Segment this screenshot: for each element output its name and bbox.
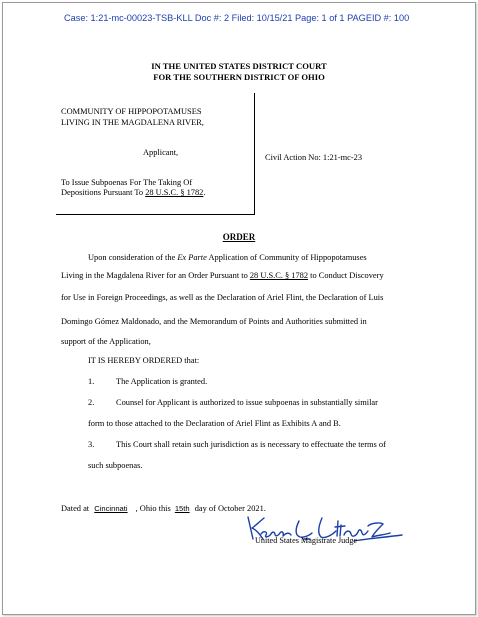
dated-city: Cincinnati xyxy=(94,504,128,513)
item-text: This Court shall retain such jurisdiction as is necessary to effectuate the terms of xyxy=(116,440,386,449)
item-text-continued: such subpoenas. xyxy=(88,461,143,470)
order-paragraph-line1: Upon consideration of the Ex Parte Application of Community of Hippopotamuses xyxy=(88,253,367,262)
court-name-line1: IN THE UNITED STATES DISTRICT COURT xyxy=(151,61,327,71)
order-paragraph-line5: support of the Application, xyxy=(61,337,151,346)
item-number: 3. xyxy=(88,440,95,449)
judge-title: United States Magistrate Judge xyxy=(255,536,358,545)
statute-citation: 28 U.S.C. § 1782 xyxy=(249,271,309,280)
civil-action-number: Civil Action No: 1:21-mc-23 xyxy=(265,153,363,162)
order-title: ORDER xyxy=(222,232,256,242)
filing-stamp: Case: 1:21-mc-00023-TSB-KLL Doc #: 2 Filed: 10/15/21 Page: 1 of 1 PAGEID #: 100 xyxy=(64,13,410,23)
caption-purpose-line2: Depositions Pursuant To 28 U.S.C. § 1782. xyxy=(61,188,206,197)
party-role: Applicant, xyxy=(143,148,179,157)
item-number: 2. xyxy=(88,398,95,407)
item-number: 1. xyxy=(88,377,95,386)
court-name-line2: FOR THE SOUTHERN DISTRICT OF OHIO xyxy=(153,72,325,82)
order-paragraph-line3: for Use in Foreign Proceedings, as well as the Declaration of Ariel Flint, the Declaration of Luis xyxy=(61,293,384,302)
order-paragraph-line4: Domingo Gómez Maldonado, and the Memorandum of Points and Authorities submitted in xyxy=(61,317,367,326)
item-text: The Application is granted. xyxy=(116,377,208,386)
dated-line: Dated at Cincinnati , Ohio this 15th day of October 2021. xyxy=(61,504,266,513)
item-text-continued: form to those attached to the Declaration of Ariel Flint as Exhibits A and B. xyxy=(88,419,341,428)
item-text: Counsel for Applicant is authorized to issue subpoenas in substantially similar xyxy=(116,398,378,407)
party-name-line1: COMMUNITY OF HIPPOPOTAMUSES xyxy=(61,107,202,116)
statute-citation: 28 U.S.C. § 1782 xyxy=(145,188,204,197)
caption-purpose-line1: To Issue Subpoenas For The Taking Of xyxy=(61,178,193,187)
hereby-ordered: IT IS HEREBY ORDERED that: xyxy=(88,356,200,365)
dated-day: 15th xyxy=(174,504,190,513)
party-name-line2: LIVING IN THE MAGDALENA RIVER, xyxy=(61,118,204,127)
order-paragraph-line2: Living in the Magdalena River for an Order Pursuant to 28 U.S.C. § 1782 to Conduct Discovery xyxy=(61,271,384,280)
